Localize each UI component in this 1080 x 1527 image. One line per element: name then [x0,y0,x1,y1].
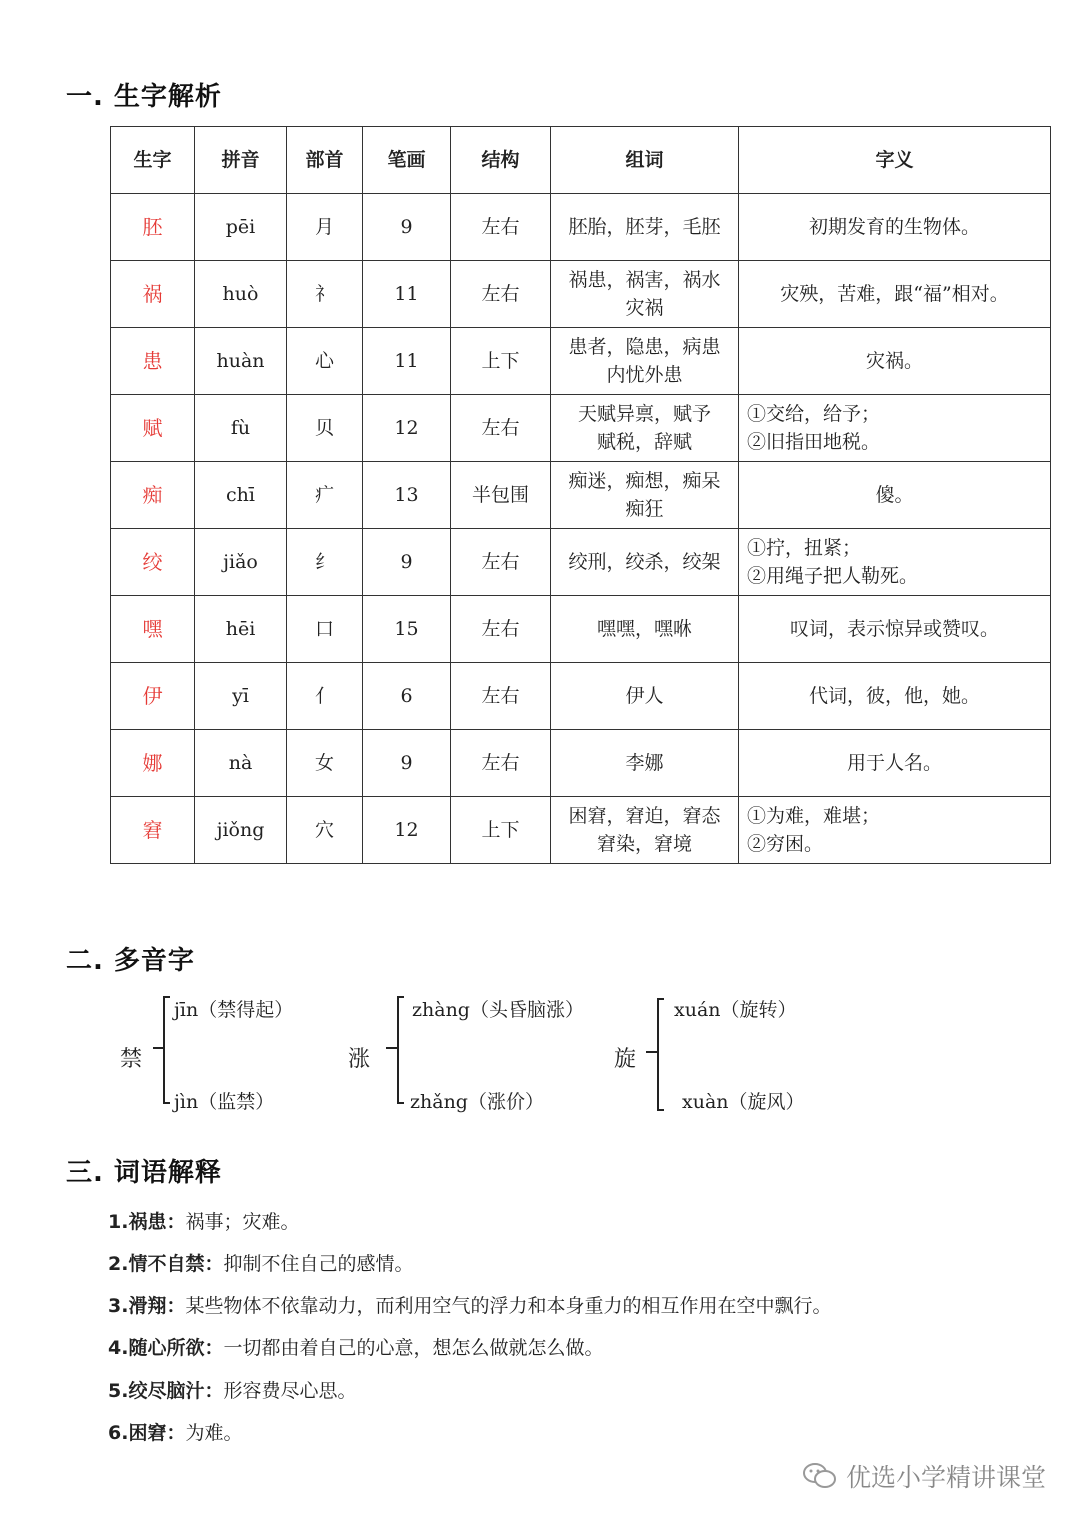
cell-meaning-line: ②用绳子把人勒死。 [747,565,919,587]
polyphone-upper: zhàng（头昏脑涨） [412,999,584,1021]
cell-structure: 半包围 [451,462,551,529]
header-structure: 结构 [451,127,551,194]
cell-words [551,261,739,328]
bracket-icon [614,990,674,1120]
cell-structure: 左右 [451,395,551,462]
table-row [111,797,1051,864]
section-title-polyphones: 二. 多音字 [66,946,195,976]
polyphone-group [348,990,608,1120]
cell-words [551,462,739,529]
cell-structure: 上下 [451,328,551,395]
cell-words-line: 灾祸 [625,297,664,319]
polyphone-group [614,990,834,1120]
cell-words-line: 嘿嘿，嘿咻 [596,618,692,640]
cell-structure: 左右 [451,529,551,596]
cell-meaning-line: 灾殃，苦难，跟“福”相对。 [780,283,1009,305]
cell-words-line: 赋税，辞赋 [596,431,692,453]
cell-meaning-line: ①交给，给予； [747,403,881,425]
cell-meaning-line: 灾祸。 [865,350,923,372]
cell-meaning [739,395,1051,462]
cell-words [551,663,739,730]
polyphone-lower: zhǎng（涨价） [410,1091,544,1113]
cell-meaning-line: 用于人名。 [846,752,942,774]
cell-strokes: 11 [363,328,451,395]
cell-structure: 左右 [451,730,551,797]
table-row [111,395,1051,462]
cell-meaning-line: ①为难，难堪； [747,805,881,827]
cell-words [551,797,739,864]
vocab-item: 1.祸患：祸事；灾难。 [108,1211,300,1233]
wechat-icon [802,1461,838,1491]
watermark-text: 优选小学精讲课堂 [845,1463,1046,1492]
cell-structure: 左右 [451,663,551,730]
polyphone-upper: xuán（旋转） [674,999,797,1021]
cell-words-line: 痴狂 [625,498,664,520]
cell-meaning-line: 傻。 [875,484,914,506]
cell-pinyin: huàn [195,328,287,395]
table-row [111,328,1051,395]
cell-words [551,730,739,797]
cell-pinyin: chī [195,462,287,529]
cell-pinyin: yī [195,663,287,730]
cell-char: 娜 [111,730,195,797]
polyphone-char: 涨 [348,1047,371,1072]
table-row [111,194,1051,261]
section-title-characters: 一. 生字解析 [66,82,222,112]
bracket-icon [120,990,180,1120]
section-title-vocabulary: 三. 词语解释 [66,1158,222,1188]
cell-strokes: 9 [363,194,451,261]
cell-strokes: 9 [363,529,451,596]
cell-words [551,596,739,663]
cell-structure: 左右 [451,261,551,328]
cell-structure: 上下 [451,797,551,864]
cell-char: 窘 [111,797,195,864]
cell-meaning-line: ②穷困。 [747,833,824,855]
cell-strokes: 11 [363,261,451,328]
cell-radical: 月 [287,194,363,261]
cell-radical: 贝 [287,395,363,462]
polyphone-lower: jìn（监禁） [174,1091,275,1113]
cell-meaning-line: 初期发育的生物体。 [808,216,980,238]
cell-words [551,194,739,261]
bracket-icon [348,990,408,1120]
cell-meaning [739,663,1051,730]
cell-char: 伊 [111,663,195,730]
cell-pinyin: hēi [195,596,287,663]
vocab-item: 2.情不自禁：抑制不住自己的感情。 [108,1253,414,1275]
cell-radical: 女 [287,730,363,797]
cell-pinyin: nà [195,730,287,797]
header-strokes: 笔画 [363,127,451,194]
cell-strokes: 15 [363,596,451,663]
cell-words-line: 痴迷，痴想，痴呆 [568,470,721,492]
cell-pinyin: huò [195,261,287,328]
cell-words [551,395,739,462]
cell-words-line: 李娜 [625,752,664,774]
cell-meaning [739,328,1051,395]
cell-radical: 口 [287,596,363,663]
cell-radical: 礻 [287,261,363,328]
cell-words [551,529,739,596]
table-row [111,261,1051,328]
header-meaning: 字义 [739,127,1051,194]
table-row [111,730,1051,797]
cell-meaning-line: ①拧，扭紧； [747,537,862,559]
cell-words-line: 绞刑，绞杀，绞架 [568,551,721,573]
cell-meaning [739,194,1051,261]
cell-meaning [739,462,1051,529]
cell-char: 绞 [111,529,195,596]
cell-radical: 纟 [287,529,363,596]
table-header-row [111,127,1051,194]
polyphone-char: 禁 [120,1047,143,1072]
vocab-item: 4.随心所欲：一切都由着自己的心意，想怎么做就怎么做。 [108,1337,604,1359]
cell-strokes: 6 [363,663,451,730]
watermark [802,1458,1046,1494]
cell-pinyin: jiǎo [195,529,287,596]
cell-meaning-line: ②旧指田地税。 [747,431,881,453]
cell-char: 患 [111,328,195,395]
cell-char: 痴 [111,462,195,529]
cell-char: 赋 [111,395,195,462]
header-radical: 部首 [287,127,363,194]
cell-radical: 亻 [287,663,363,730]
vocab-item: 5.绞尽脑汁：形容费尽心思。 [108,1380,357,1402]
cell-pinyin: fù [195,395,287,462]
cell-meaning-line: 叹词，表示惊异或赞叹。 [789,618,999,640]
cell-words-line: 祸患，祸害，祸水 [568,269,721,291]
cell-words-line: 困窘，窘迫，窘态 [568,805,721,827]
table-row [111,462,1051,529]
cell-meaning [739,261,1051,328]
cell-words-line: 伊人 [625,685,664,707]
cell-words-line: 患者，隐患，病患 [568,336,721,358]
cell-meaning-line: 代词，彼，他，她。 [808,685,980,707]
header-pinyin: 拼音 [195,127,287,194]
cell-char: 嘿 [111,596,195,663]
cell-words-line: 天赋异禀，赋予 [577,403,711,425]
cell-pinyin: pēi [195,194,287,261]
cell-meaning [739,529,1051,596]
polyphone-char: 旋 [614,1047,637,1072]
cell-words-line: 窘染，窘境 [596,833,692,855]
polyphone-lower: xuàn（旋风） [682,1091,805,1113]
cell-words-line: 胚胎，胚芽，毛胚 [568,216,721,238]
polyphone-group [120,990,340,1120]
table-row [111,596,1051,663]
cell-structure: 左右 [451,194,551,261]
cell-meaning [739,797,1051,864]
cell-words [551,328,739,395]
cell-strokes: 9 [363,730,451,797]
cell-words-line: 内忧外患 [606,364,683,386]
character-table [110,126,1051,864]
header-char: 生字 [111,127,195,194]
cell-radical: 疒 [287,462,363,529]
cell-strokes: 12 [363,395,451,462]
cell-structure: 左右 [451,596,551,663]
cell-meaning [739,596,1051,663]
polyphone-upper: jīn（禁得起） [174,999,294,1021]
vocab-item: 6.困窘：为难。 [108,1422,243,1444]
cell-strokes: 12 [363,797,451,864]
vocab-item: 3.滑翔：某些物体不依靠动力，而利用空气的浮力和本身重力的相互作用在空中飘行。 [108,1295,832,1317]
cell-strokes: 13 [363,462,451,529]
cell-radical: 心 [287,328,363,395]
table-row [111,529,1051,596]
cell-char: 祸 [111,261,195,328]
cell-radical: 穴 [287,797,363,864]
cell-char: 胚 [111,194,195,261]
table-row [111,663,1051,730]
cell-pinyin: jiǒng [195,797,287,864]
cell-meaning [739,730,1051,797]
header-words: 组词 [551,127,739,194]
